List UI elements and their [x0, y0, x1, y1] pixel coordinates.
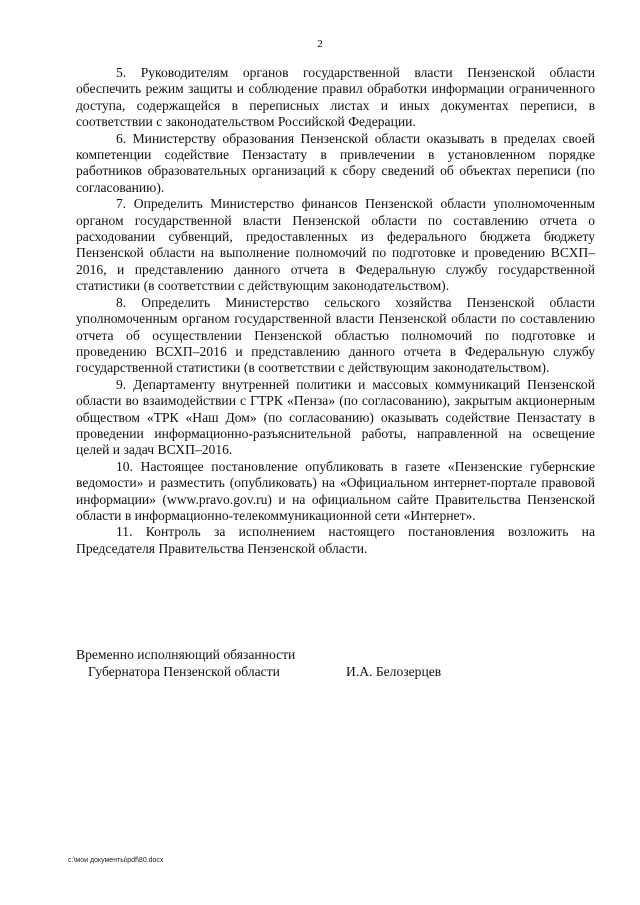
- signature-position-line1: Временно исполняющий обязанности: [76, 647, 296, 662]
- paragraph-6: 6. Министерству образования Пензенской области оказывать в пределах своей компетенции содействие Пензастату в привлечении в установленном порядке работников образовательных организаций к сбору сведений об объектах переписи (по согласованию).: [76, 130, 595, 195]
- document-body: [76, 65, 595, 557]
- signature-position-line2: [76, 663, 595, 680]
- paragraph-5: 5. Руководителям органов государственной власти Пензенской области обеспечить режим защиты и соблюдение правил обработки информации ограниченного доступа, содержащейся в переписных листах и иных документах переписи, в соответствии с законодательством Российской Федерации.: [76, 65, 595, 130]
- page-number: 2: [317, 38, 323, 50]
- paragraph-9: 9. Департаменту внутренней политики и массовых коммуникаций Пензенской области во взаимодействии с ГТРК «Пенза» (по согласованию), закрытым акционерным обществом «ТРК «Наш Дом» (по согласованию) оказывать содействие Пензастату в проведении информационно-разъяснительной работы, направленной на освещение целей и задач ВСХП–2016.: [76, 376, 595, 458]
- paragraph-8: 8. Определить Министерство сельского хозяйства Пензенской области уполномоченным органом государственной власти Пензенской области по составлению отчета об осуществлении Пензенской областью полномочий по подготовке и проведению ВСХП–2016 и представлению данного отчета в Федеральную службу государственной статистики (в соответствии с действующим законодательством).: [76, 294, 595, 376]
- footer-file-path: c:\мои документы\pdf\80.docx: [68, 857, 164, 864]
- paragraph-10: 10. Настоящее постановление опубликовать в газете «Пензенские губернские ведомости» и разместить (опубликовать) на «Официальном интернет-портале правовой информации» (www.pravo.gov.ru) и на официальном сайте Правительства Пензенской области в информационно-телекоммуникационной сети «Интернет».: [76, 458, 595, 523]
- signatory-name: И.А. Белозерцев: [346, 664, 442, 679]
- signature-block: [76, 646, 595, 680]
- signature-position-text: Губернатора Пензенской области: [88, 664, 280, 679]
- paragraph-11: 11. Контроль за исполнением настоящего постановления возложить на Председателя Правительства Пензенской области.: [76, 524, 595, 556]
- paragraph-7: 7. Определить Министерство финансов Пензенской области уполномоченным органом государственной власти Пензенской области по составлению отчета о расходовании субвенций, предоставленных из федерального бюджета бюджету Пензенской области на выполнение полномочий по подготовке и проведению ВСХП–2016, и представлению данного отчета в Федеральную службу государственной статистики (в соответствии с действующим законодательством).: [76, 196, 595, 294]
